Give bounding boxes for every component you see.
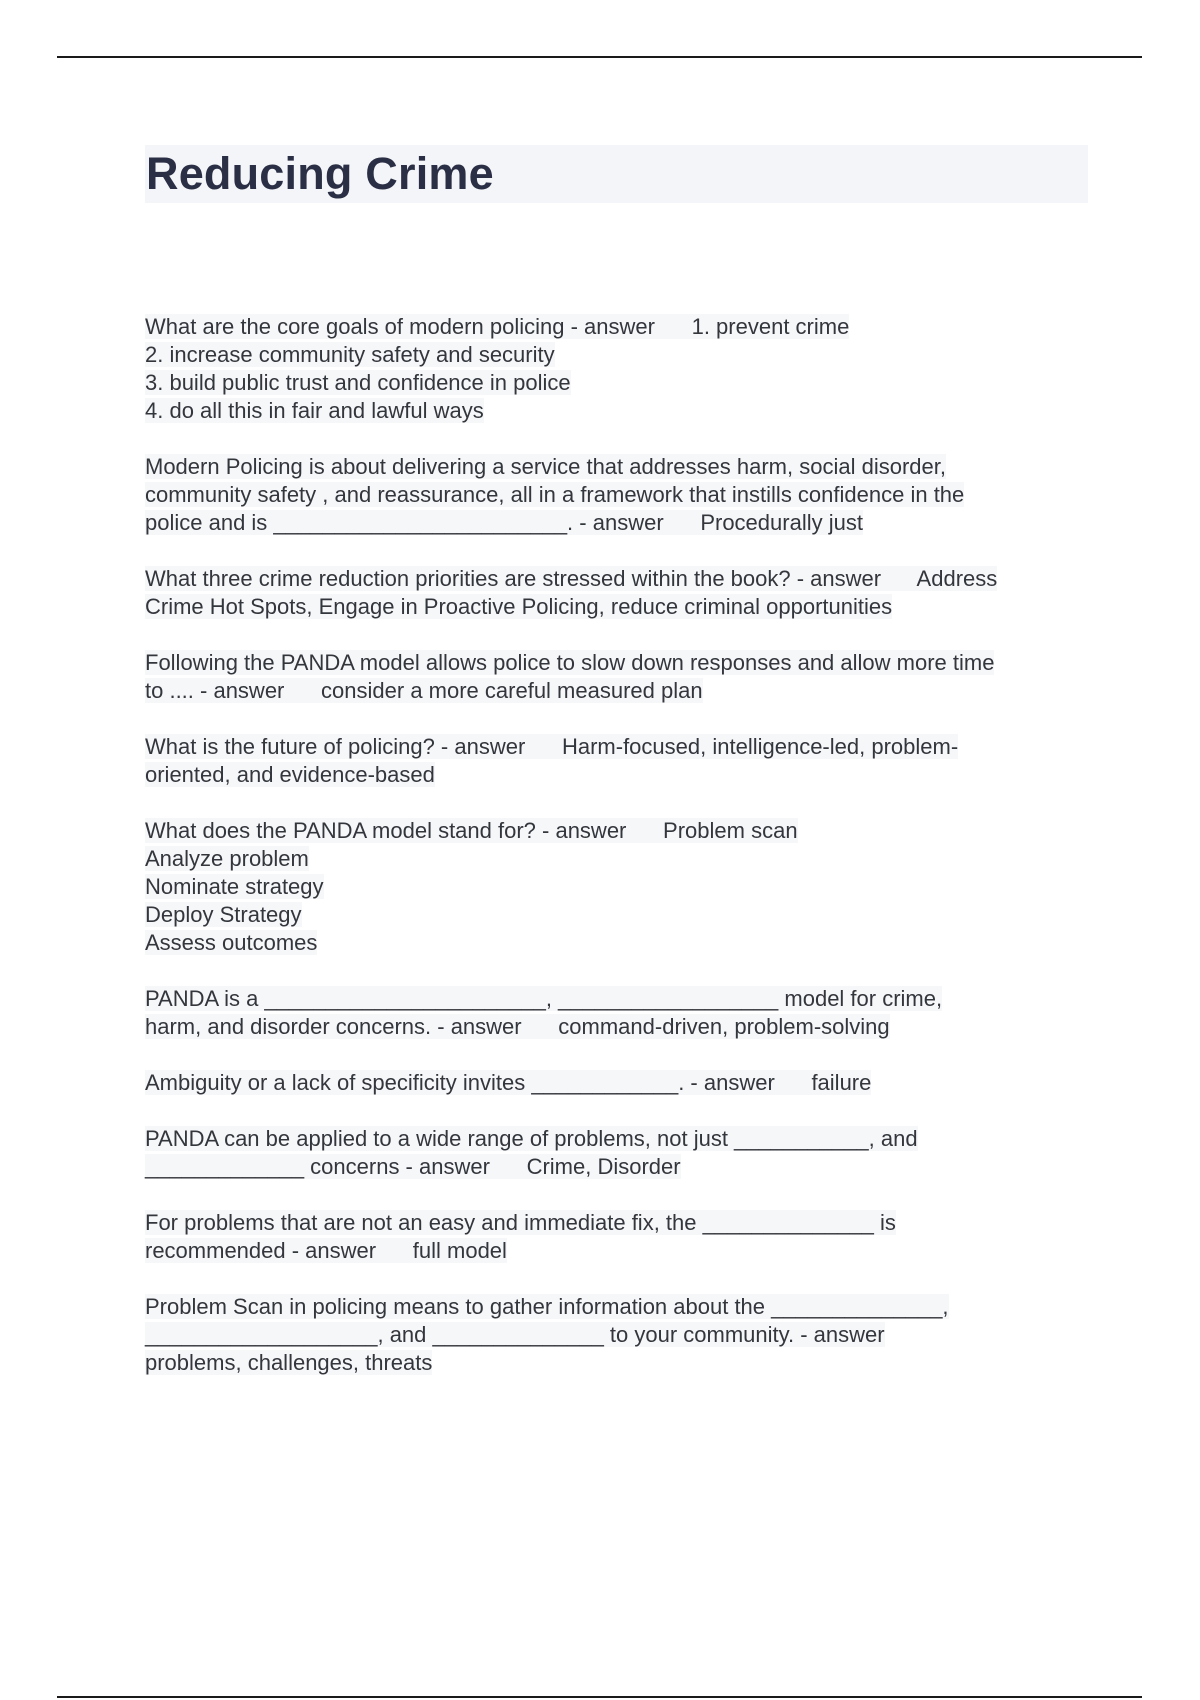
qa-line: What does the PANDA model stand for? - answer Problem scan	[145, 818, 798, 843]
qa-line: oriented, and evidence-based	[145, 762, 435, 787]
qa-line: What are the core goals of modern policing - answer 1. prevent crime	[145, 314, 850, 339]
qa-item-core-goals	[145, 313, 1090, 425]
qa-item-panda-slow-down	[145, 649, 1090, 705]
qa-item-panda-stands-for	[145, 817, 1090, 957]
qa-line: Analyze problem	[145, 846, 309, 871]
qa-line: 3. build public trust and confidence in police	[145, 370, 571, 395]
qa-item-panda-range	[145, 1125, 1090, 1181]
qa-line: Ambiguity or a lack of specificity invites ____________. - answer failure	[145, 1070, 872, 1095]
qa-line: problems, challenges, threats	[145, 1350, 433, 1375]
qa-list	[145, 313, 1090, 1405]
qa-line: What is the future of policing? - answer Harm-focused, intelligence-led, problem-	[145, 734, 959, 759]
qa-line: PANDA can be applied to a wide range of problems, not just ___________, and	[145, 1126, 918, 1151]
qa-line: Following the PANDA model allows police to slow down responses and allow more time	[145, 650, 995, 675]
qa-item-crime-priorities	[145, 565, 1090, 621]
qa-item-panda-is-a	[145, 985, 1090, 1041]
qa-item-problem-scan	[145, 1293, 1090, 1377]
qa-line: Deploy Strategy	[145, 902, 302, 927]
qa-line: For problems that are not an easy and immediate fix, the ______________ is	[145, 1210, 896, 1235]
qa-item-full-model	[145, 1209, 1090, 1265]
bottom-rule	[57, 1696, 1142, 1698]
qa-line: What three crime reduction priorities are stressed within the book? - answer Address	[145, 566, 998, 591]
top-rule	[57, 56, 1142, 58]
qa-line: community safety , and reassurance, all in a framework that instills confidence in the	[145, 482, 965, 507]
qa-line: recommended - answer full model	[145, 1238, 507, 1263]
qa-line: police and is ________________________. - answer Procedurally just	[145, 510, 863, 535]
qa-line: ___________________, and ______________ to your community. - answer	[145, 1322, 885, 1347]
qa-line: Nominate strategy	[145, 874, 324, 899]
qa-line: PANDA is a _______________________, __________________ model for crime,	[145, 986, 943, 1011]
qa-line: 4. do all this in fair and lawful ways	[145, 398, 484, 423]
qa-line: harm, and disorder concerns. - answer command-driven, problem-solving	[145, 1014, 890, 1039]
qa-line: to .... - answer consider a more careful measured plan	[145, 678, 703, 703]
qa-item-ambiguity	[145, 1069, 1090, 1097]
qa-line: Problem Scan in policing means to gather information about the ______________,	[145, 1294, 949, 1319]
qa-line: 2. increase community safety and security	[145, 342, 555, 367]
qa-line: Assess outcomes	[145, 930, 318, 955]
qa-item-modern-policing	[145, 453, 1090, 537]
qa-line: _____________ concerns - answer Crime, Disorder	[145, 1154, 681, 1179]
qa-item-future-policing	[145, 733, 1090, 789]
qa-line: Crime Hot Spots, Engage in Proactive Policing, reduce criminal opportunities	[145, 594, 893, 619]
page-title: Reducing Crime	[146, 148, 494, 199]
qa-line: Modern Policing is about delivering a service that addresses harm, social disorder,	[145, 454, 946, 479]
